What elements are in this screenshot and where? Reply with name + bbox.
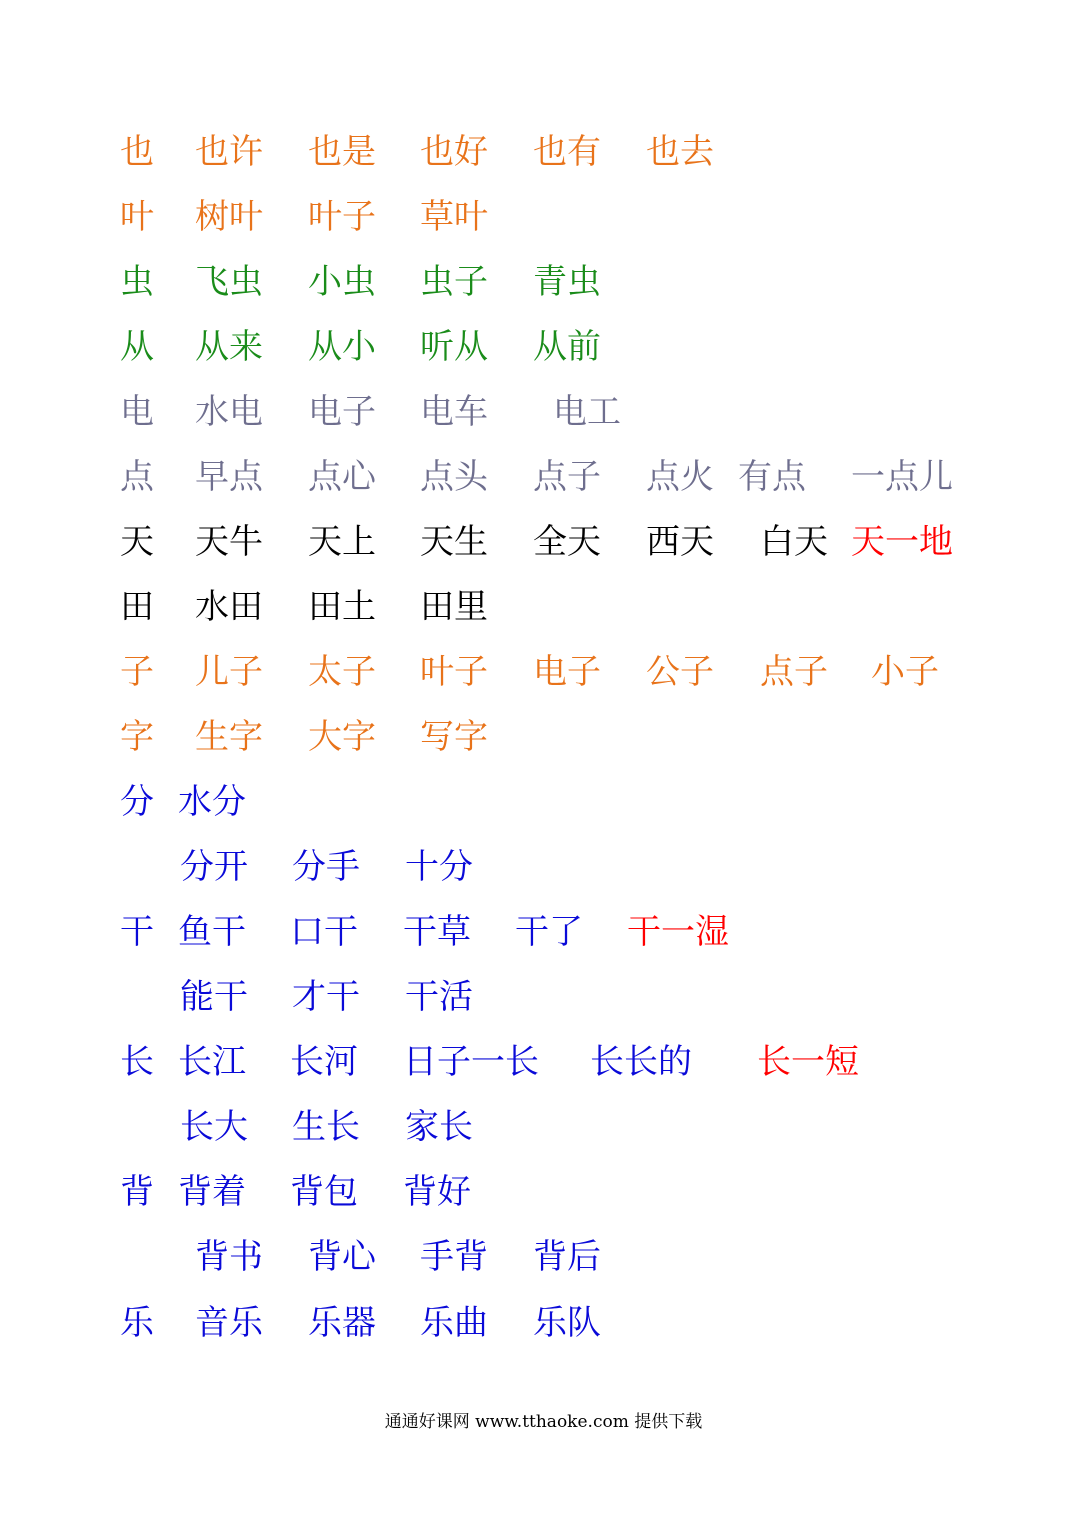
word-line-chong bbox=[0, 257, 1087, 307]
word-item: 也去 bbox=[646, 132, 714, 172]
head-character: 虫 bbox=[120, 262, 154, 302]
word-item: 电工 bbox=[553, 392, 621, 432]
head-character: 从 bbox=[120, 327, 154, 367]
word-item: 全天 bbox=[533, 522, 601, 562]
word-item: 生字 bbox=[195, 717, 263, 757]
head-character: 点 bbox=[120, 457, 154, 497]
word-item: 十分 bbox=[405, 847, 473, 887]
word-line-gan-b bbox=[0, 972, 1087, 1022]
word-item: 背好 bbox=[403, 1172, 471, 1212]
head-character: 子 bbox=[120, 652, 154, 692]
word-item: 天牛 bbox=[195, 522, 263, 562]
word-item: 西天 bbox=[646, 522, 714, 562]
head-character: 长 bbox=[120, 1042, 154, 1082]
word-line-cong bbox=[0, 322, 1087, 372]
word-item: 音乐 bbox=[195, 1303, 263, 1343]
head-character: 长大 bbox=[180, 1107, 248, 1147]
word-item: 太子 bbox=[308, 652, 376, 692]
word-item: 背包 bbox=[290, 1172, 358, 1212]
word-line-bei-b bbox=[0, 1232, 1087, 1282]
word-item: 水分 bbox=[178, 782, 246, 822]
word-item: 叶子 bbox=[308, 197, 376, 237]
head-character: 田 bbox=[120, 587, 154, 627]
word-item: 公子 bbox=[646, 652, 714, 692]
head-character: 字 bbox=[120, 717, 154, 757]
word-line-bei bbox=[0, 1167, 1087, 1217]
word-item: 才干 bbox=[292, 977, 360, 1017]
head-character: 乐 bbox=[120, 1303, 154, 1343]
word-item: 田里 bbox=[420, 587, 488, 627]
word-item: 小子 bbox=[871, 652, 939, 692]
word-item: 天一地 bbox=[851, 522, 953, 562]
word-item: 干一湿 bbox=[627, 912, 729, 952]
word-line-tian bbox=[0, 517, 1087, 567]
word-item: 长江 bbox=[178, 1042, 246, 1082]
head-character: 分 bbox=[120, 782, 154, 822]
head-character: 天 bbox=[120, 522, 154, 562]
word-item: 飞虫 bbox=[195, 262, 263, 302]
footer-credit: 通通好课网 www.tthaoke.com 提供下载 bbox=[384, 1412, 703, 1432]
word-item: 从小 bbox=[308, 327, 376, 367]
head-character: 背 bbox=[120, 1172, 154, 1212]
word-line-chang-b bbox=[0, 1102, 1087, 1152]
word-item: 水电 bbox=[195, 392, 263, 432]
word-item: 背后 bbox=[533, 1237, 601, 1277]
word-item: 天生 bbox=[420, 522, 488, 562]
head-character: 干 bbox=[120, 912, 154, 952]
word-item: 虫子 bbox=[420, 262, 488, 302]
word-item: 鱼干 bbox=[178, 912, 246, 952]
word-item: 天上 bbox=[308, 522, 376, 562]
word-item: 田土 bbox=[308, 587, 376, 627]
word-item: 点头 bbox=[420, 457, 488, 497]
word-item: 点心 bbox=[308, 457, 376, 497]
word-item: 水田 bbox=[195, 587, 263, 627]
word-line-fen-b bbox=[0, 842, 1087, 892]
word-item: 从来 bbox=[195, 327, 263, 367]
word-item: 手背 bbox=[420, 1237, 488, 1277]
word-item: 长一短 bbox=[757, 1042, 859, 1082]
word-item: 早点 bbox=[195, 457, 263, 497]
word-item: 青虫 bbox=[533, 262, 601, 302]
word-item: 一点儿 bbox=[851, 457, 953, 497]
word-item: 乐队 bbox=[533, 1303, 601, 1343]
word-item: 日子一长 bbox=[403, 1042, 539, 1082]
head-character: 能干 bbox=[180, 977, 248, 1017]
word-item: 背心 bbox=[308, 1237, 376, 1277]
word-item: 也是 bbox=[308, 132, 376, 172]
word-item: 也有 bbox=[533, 132, 601, 172]
word-item: 有点 bbox=[738, 457, 806, 497]
head-character: 分开 bbox=[180, 847, 248, 887]
word-line-tian2 bbox=[0, 582, 1087, 632]
word-item: 点子 bbox=[533, 457, 601, 497]
word-item: 儿子 bbox=[195, 652, 263, 692]
word-item: 分手 bbox=[292, 847, 360, 887]
word-item: 干草 bbox=[403, 912, 471, 952]
word-item: 写字 bbox=[420, 717, 488, 757]
word-line-ye2 bbox=[0, 192, 1087, 242]
word-item: 家长 bbox=[405, 1107, 473, 1147]
word-item: 也许 bbox=[195, 132, 263, 172]
word-item: 乐器 bbox=[308, 1303, 376, 1343]
word-item: 白天 bbox=[760, 522, 828, 562]
word-line-chang bbox=[0, 1037, 1087, 1087]
word-item: 草叶 bbox=[420, 197, 488, 237]
word-item: 小虫 bbox=[308, 262, 376, 302]
word-item: 大字 bbox=[308, 717, 376, 757]
word-line-zi2 bbox=[0, 712, 1087, 762]
word-item: 点子 bbox=[760, 652, 828, 692]
word-line-gan bbox=[0, 907, 1087, 957]
head-character: 电 bbox=[120, 392, 154, 432]
word-item: 电车 bbox=[420, 392, 488, 432]
word-item: 电子 bbox=[533, 652, 601, 692]
word-line-dian2 bbox=[0, 452, 1087, 502]
word-line-fen bbox=[0, 777, 1087, 827]
word-item: 生长 bbox=[292, 1107, 360, 1147]
word-item: 长河 bbox=[290, 1042, 358, 1082]
word-item: 树叶 bbox=[195, 197, 263, 237]
word-item: 背着 bbox=[178, 1172, 246, 1212]
word-item: 口干 bbox=[290, 912, 358, 952]
word-line-ye bbox=[0, 127, 1087, 177]
word-line-dian bbox=[0, 387, 1087, 437]
head-character: 背书 bbox=[195, 1237, 263, 1277]
word-item: 长长的 bbox=[590, 1042, 692, 1082]
word-item: 点火 bbox=[646, 457, 714, 497]
word-item: 乐曲 bbox=[420, 1303, 488, 1343]
head-character: 叶 bbox=[120, 197, 154, 237]
word-item: 从前 bbox=[533, 327, 601, 367]
word-item: 干了 bbox=[515, 912, 583, 952]
word-item: 干活 bbox=[405, 977, 473, 1017]
word-line-zi bbox=[0, 647, 1087, 697]
head-character: 也 bbox=[120, 132, 154, 172]
word-item: 也好 bbox=[420, 132, 488, 172]
word-item: 听从 bbox=[420, 327, 488, 367]
word-item: 叶子 bbox=[420, 652, 488, 692]
word-line-le bbox=[0, 1298, 1087, 1348]
word-item: 电子 bbox=[308, 392, 376, 432]
